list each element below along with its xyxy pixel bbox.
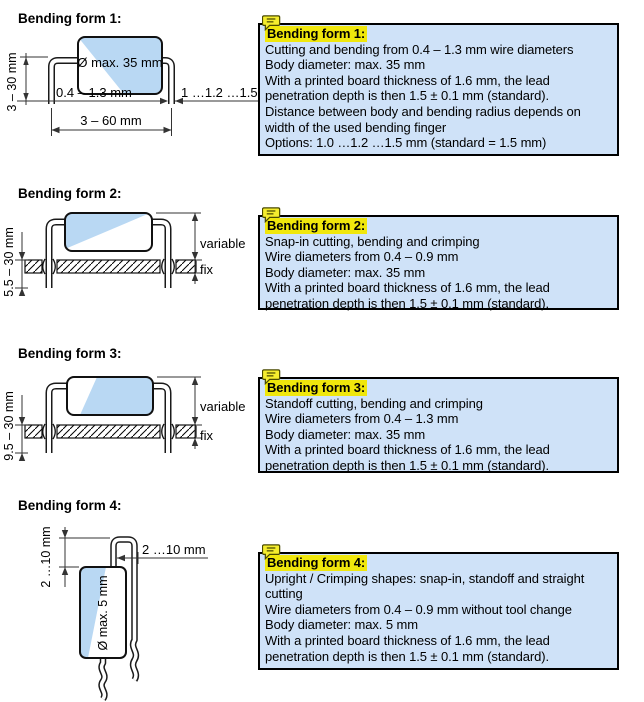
component-body <box>65 213 152 251</box>
label-variable: variable <box>200 236 246 251</box>
infobox-text-line: Snap-in cutting, bending and crimping <box>265 233 480 249</box>
component-body <box>67 377 153 415</box>
component-body <box>80 567 126 658</box>
infobox-text-line: Body diameter: max. 35 mm <box>265 57 426 73</box>
infobox-text-line: width of the used bending finger <box>265 119 447 135</box>
dim-span <box>52 108 172 136</box>
section-1-heading: Bending form 1: <box>18 11 122 26</box>
infobox-text-line: Body diameter: max. 5 mm <box>265 617 418 633</box>
dim-height <box>2 391 28 461</box>
infobox-text-line: Cutting and bending from 0.4 – 1.3 mm wire diameters <box>265 41 574 57</box>
dim-bend-offset <box>175 85 258 104</box>
label-fix: fix <box>200 262 213 277</box>
dim-offset-label: 1 …1.2 …1.5 <box>181 85 258 100</box>
infobox-text-line: Body diameter: max. 35 mm <box>265 426 426 442</box>
label-fix: fix <box>200 428 213 443</box>
dim-height <box>5 52 48 111</box>
section-2-heading: Bending form 2: <box>18 186 122 201</box>
infobox-text-line: With a printed board thickness of 1.6 mm, the lead <box>265 442 550 458</box>
bending-form-3-diagram <box>0 345 260 480</box>
bending-form-2-infobox <box>258 215 619 310</box>
section-3-heading: Bending form 3: <box>18 346 122 361</box>
dim-height-label: 9.5 – 30 mm <box>2 391 16 461</box>
note-icon[interactable] <box>262 14 283 32</box>
bending-form-1-infobox <box>258 23 619 156</box>
note-icon[interactable] <box>262 543 283 561</box>
infobox-text-line: Distance between body and bending radius depends on <box>265 103 581 119</box>
body-diameter-label: Ø max. 35 mm <box>77 55 163 70</box>
infobox-text-line: penetration depth is then 1.5 ± 0.1 mm (standard). <box>265 88 549 104</box>
infobox-text-line: With a printed board thickness of 1.6 mm, the lead <box>265 280 550 296</box>
bottom-lead-wire <box>102 658 105 699</box>
bending-form-3-infobox <box>258 377 619 473</box>
bending-form-4-diagram <box>30 515 260 702</box>
dim-height-label: 5.5 – 30 mm <box>2 227 16 297</box>
bending-form-2-diagram <box>0 180 260 310</box>
dim-height <box>2 227 28 296</box>
infobox-text-line: Standoff cutting, bending and crimping <box>265 395 483 411</box>
dim-width-label: 2 …10 mm <box>142 542 206 557</box>
infobox-text-line: Wire diameters from 0.4 – 0.9 mm <box>265 249 459 265</box>
infobox-text-line: Wire diameters from 0.4 – 0.9 mm without tool change <box>265 601 572 617</box>
infobox-text-line: penetration depth is then 1.5 ± 0.1 mm (standard). <box>265 457 549 473</box>
infobox-title: Bending form 1: <box>267 26 366 41</box>
bending-form-4-infobox <box>258 552 619 670</box>
infobox-text-line: penetration depth is then 1.5 ± 0.1 mm (standard). <box>265 648 549 664</box>
infobox-text-line: cutting <box>265 586 303 602</box>
dim-height-label: 2 …10 mm <box>39 526 53 588</box>
note-icon[interactable] <box>262 368 283 386</box>
infobox-text-line: With a printed board thickness of 1.6 mm, the lead <box>265 632 550 648</box>
infobox-text-line: With a printed board thickness of 1.6 mm, the lead <box>265 72 550 88</box>
dim-height-label: 3 – 30 mm <box>5 52 19 112</box>
dim-span-label: 3 – 60 mm <box>80 113 142 128</box>
infobox-title: Bending form 3: <box>267 380 366 395</box>
infobox-text-line: penetration depth is then 1.5 ± 0.1 mm (standard). <box>265 295 549 311</box>
infobox-title: Bending form 2: <box>267 218 366 233</box>
dim-width <box>117 542 208 564</box>
dim-wire-label: 0.4 – 1.3 mm <box>56 85 132 100</box>
bending-form-1-diagram <box>0 20 260 170</box>
infobox-text-line: Wire diameters from 0.4 – 1.3 mm <box>265 411 459 427</box>
note-icon[interactable] <box>262 206 283 224</box>
infobox-text-line: Options: 1.0 …1.2 …1.5 mm (standard = 1.5 mm) <box>265 135 547 151</box>
body-diameter-label: Ø max. 5 mm <box>96 575 110 651</box>
infobox-text-line: Body diameter: max. 35 mm <box>265 264 426 280</box>
infobox-text-line: Upright / Crimping shapes: snap-in, standoff and straight <box>265 570 585 586</box>
infobox-title: Bending form 4: <box>267 555 366 570</box>
label-variable: variable <box>200 399 246 414</box>
section-4-heading: Bending form 4: <box>18 498 122 513</box>
